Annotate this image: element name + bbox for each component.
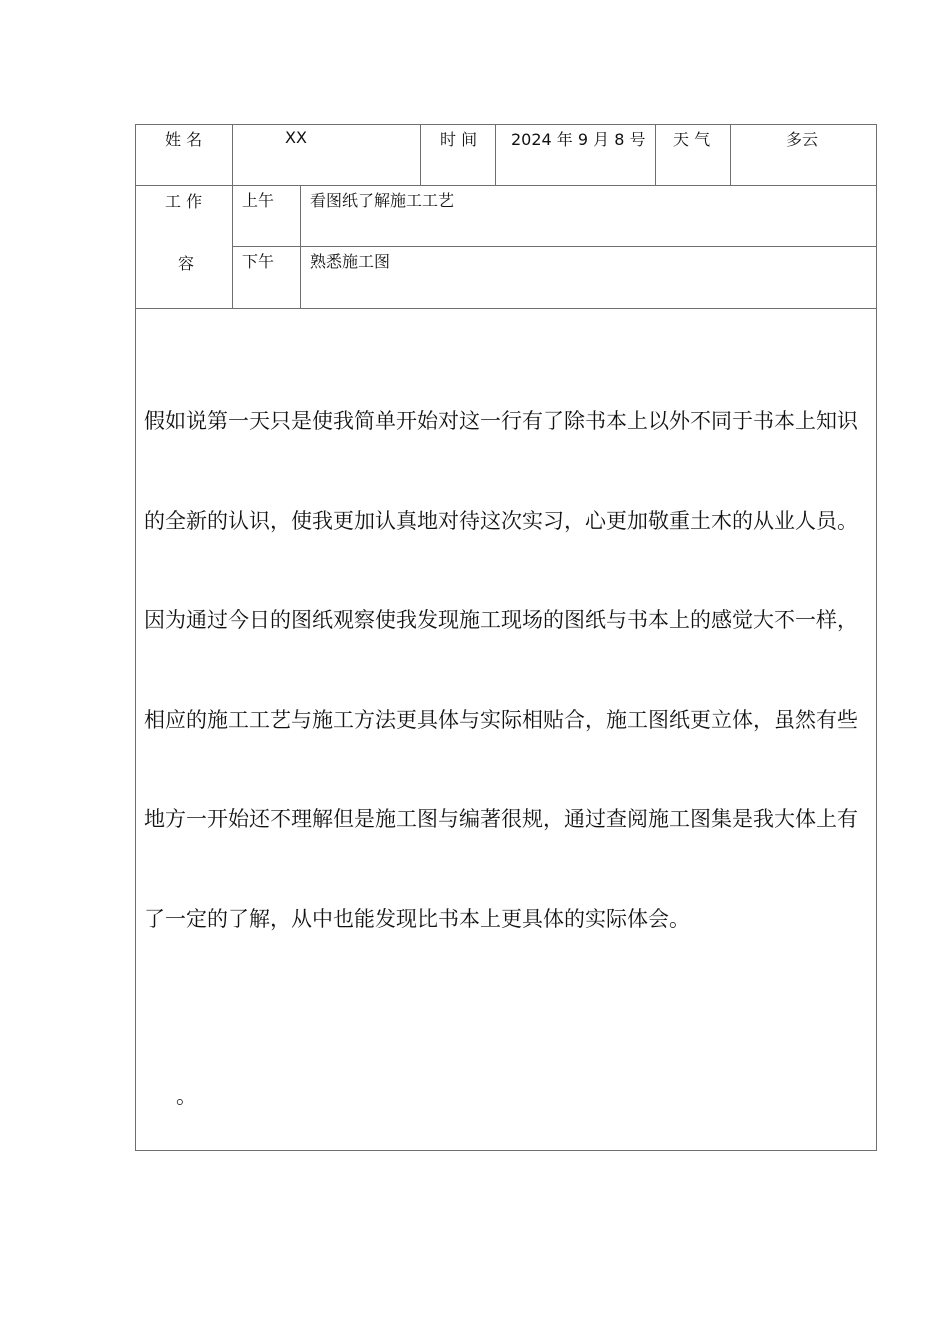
log-body-text — [144, 372, 870, 969]
table-border-right — [876, 124, 877, 1151]
table-border-bottom — [135, 1150, 877, 1151]
trailing-mark: 。 — [176, 1084, 197, 1108]
col-divider-time-label — [420, 124, 421, 186]
work-label-line1: 工 作 — [165, 192, 203, 211]
morning-label: 上午 — [242, 191, 275, 210]
work-label-line2: 容 — [178, 254, 195, 273]
afternoon-label: 下午 — [242, 252, 275, 271]
name-value: XX — [285, 128, 307, 147]
col-divider-weather-label — [655, 124, 656, 186]
time-value: 2024 年 9 月 8 号 — [511, 130, 646, 149]
afternoon-value: 熟悉施工图 — [310, 252, 391, 271]
col-divider-name — [232, 124, 233, 309]
weather-label: 天 气 — [673, 130, 711, 149]
time-label: 时 间 — [440, 130, 478, 149]
morning-value: 看图纸了解施工工艺 — [310, 191, 455, 210]
table-border-top — [135, 124, 877, 125]
row-divider-2 — [232, 246, 877, 247]
col-divider-time-value — [495, 124, 496, 186]
row-divider-1 — [135, 185, 877, 186]
log-body-paragraph: 假如说第一天只是使我简单开始对这一行有了除书本上以外不同于书本上知识的全新的认识，使我更加认真地对待这次实习，心更加敬重土木的从业人员。因为通过今日的图纸观察使我发现施工现场的图纸与书本上的感觉大不一样，相应的施工工艺与施工方法更具体与实际相贴合，施工图纸更立体，虽然有些地方一开始还不理解但是施工图与编著很规，通过查阅施工图集是我大体上有了一定的了解，从中也能发现比书本上更具体的实际体会。 — [144, 409, 858, 931]
table-border-left — [135, 124, 136, 1151]
name-label: 姓 名 — [165, 130, 203, 149]
row-divider-3 — [135, 308, 877, 309]
col-divider-period — [300, 185, 301, 309]
col-divider-weather-value — [730, 124, 731, 186]
weather-value: 多云 — [786, 130, 819, 149]
